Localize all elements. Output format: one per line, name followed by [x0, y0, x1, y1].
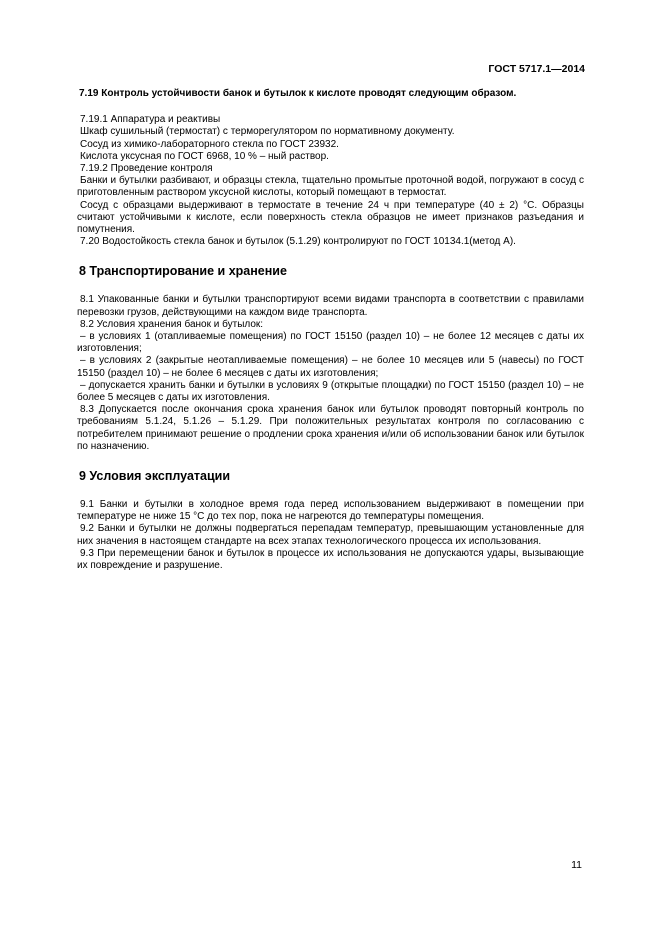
paragraph-9-3: 9.3 При перемещении банок и бутылок в процессе их использования не допускаются удары, вызывающие их повреждение и разрушение. — [77, 547, 584, 572]
paragraph-9-1: 9.1 Банки и бутылки в холодное время года перед использованием выдерживают в помещении при температуре не ниже 15 °С до тех пор, пока не нагреются до температуры помещения. — [77, 499, 584, 523]
paragraph-acetic-acid: Кислота уксусная по ГОСТ 6968, 10 % – ный раствор. — [80, 150, 329, 162]
page-content — [77, 88, 584, 572]
paragraph-breaking-samples: Банки и бутылки разбивают, и образцы стекла, тщательно промытые проточной водой, погружают в сосуд с приготовленным раствором уксусной кислоты, который помещают в термостат. — [77, 175, 584, 199]
paragraph-drying-cabinet: Шкаф сушильный (термостат) с терморегулятором по нормативному документу. — [80, 126, 455, 138]
section-7-19-1-title: 7.19.1 Аппаратура и реактивы — [80, 114, 221, 126]
document-code-header: ГОСТ 5717.1—2014 — [488, 63, 585, 75]
section-7-19-heading: 7.19 Контроль устойчивости банок и бутылок к кислоте проводят следующим образом. — [79, 88, 517, 99]
section-8-title: 8 Транспортирование и хранение — [79, 264, 287, 279]
paragraph-9-2: 9.2 Банки и бутылки не должны подвергаться перепадам температур, превышающим установленные для них значения в настоящем стандарте на всех этапах технологического процесса их использования. — [77, 523, 584, 547]
paragraph-thermostat-exposure: Сосуд с образцами выдерживают в термостате в течение 24 ч при температуре (40 ± 2) °С. Образцы считают устойчивыми к кислоте, если поверхность стекла образцов не имеет признаков разъедания и помутнения. — [77, 199, 584, 236]
section-7-20-text: 7.20 Водостойкость стекла банок и бутылок (5.1.29) контролируют по ГОСТ 10134.1(метод А). — [80, 236, 516, 248]
paragraph-8-3: 8.3 Допускается после окончания срока хранения банок или бутылок проводят повторный контроль по требованиям 5.1.24, 5.1.26 – 5.1.29. При положительных результатах контроля по согласованию с потребителем принимают решение о продлении срока хранения и/или об использовании банок или бутылок по назначению. — [77, 404, 584, 452]
section-9-title: 9 Условия эксплуатации — [79, 469, 231, 484]
list-item-storage-condition-9: – допускается хранить банки и бутылки в условиях 9 (открытые площадки) по ГОСТ 15150 (раздел 10) – не более 5 месяцев с даты их изготовления. — [77, 379, 584, 404]
paragraph-8-1: 8.1 Упакованные банки и бутылки транспортируют всеми видами транспорта в соответствии с правилами перевозки грузов, действующими на каждом виде транспорта. — [77, 294, 584, 318]
list-item-storage-condition-2: – в условиях 2 (закрытые неотапливаемые помещения) – не более 10 месяцев или 5 (навесы) по ГОСТ 15150 (раздел 10) – не более 6 месяцев с даты их изготовления; — [77, 355, 584, 379]
paragraph-glass-vessel: Сосуд из химико-лабораторного стекла по ГОСТ 23932. — [80, 138, 339, 150]
paragraph-8-2: 8.2 Условия хранения банок и бутылок: — [80, 318, 264, 330]
page-number: 11 — [571, 859, 582, 871]
section-7-19-2-title: 7.19.2 Проведение контроля — [80, 163, 213, 175]
list-item-storage-condition-1: – в условиях 1 (отапливаемые помещения) по ГОСТ 15150 (раздел 10) – не более 12 месяцев с даты их изготовления; — [77, 331, 584, 355]
